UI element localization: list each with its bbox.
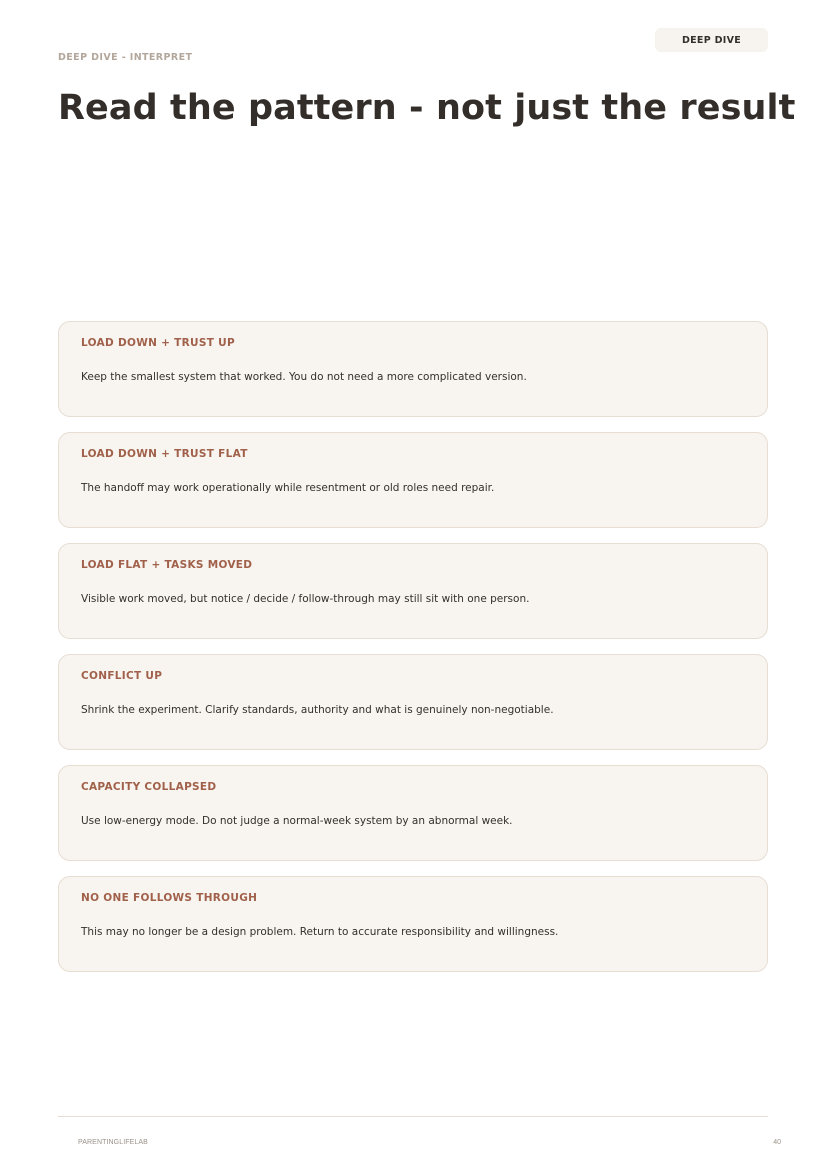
pattern-card (58, 543, 768, 639)
pattern-card-text: Keep the smallest system that worked. You do not need a more complicated version. (81, 371, 527, 383)
section-badge: DEEP DIVE (655, 28, 768, 52)
footer-brand: PARENTINGLIFELAB (78, 1139, 148, 1146)
pattern-card (58, 654, 768, 750)
page-title: Read the pattern - not just the result (58, 88, 796, 128)
pattern-card (58, 765, 768, 861)
pattern-card-text: Use low-energy mode. Do not judge a normal-week system by an abnormal week. (81, 815, 513, 827)
pattern-card-label: CAPACITY COLLAPSED (81, 781, 217, 793)
section-eyebrow: DEEP DIVE - INTERPRET (58, 52, 193, 63)
pattern-card (58, 321, 768, 417)
page-number: 40 (773, 1139, 781, 1146)
pattern-card-label: LOAD FLAT + TASKS MOVED (81, 559, 253, 571)
pattern-card-text: Shrink the experiment. Clarify standards, authority and what is genuinely non-negotiable. (81, 704, 554, 716)
pattern-card-label: LOAD DOWN + TRUST UP (81, 337, 235, 349)
pattern-card-label: CONFLICT UP (81, 670, 163, 682)
pattern-card-label: LOAD DOWN + TRUST FLAT (81, 448, 248, 460)
pattern-card-text: The handoff may work operationally while resentment or old roles need repair. (81, 482, 495, 494)
pattern-card (58, 876, 768, 972)
pattern-card-label: NO ONE FOLLOWS THROUGH (81, 892, 258, 904)
footer-divider (58, 1116, 768, 1117)
pattern-card-list (58, 321, 768, 987)
pattern-card-text: This may no longer be a design problem. Return to accurate responsibility and willingness. (81, 926, 559, 938)
pattern-card-text: Visible work moved, but notice / decide / follow-through may still sit with one person. (81, 593, 530, 605)
pattern-card (58, 432, 768, 528)
